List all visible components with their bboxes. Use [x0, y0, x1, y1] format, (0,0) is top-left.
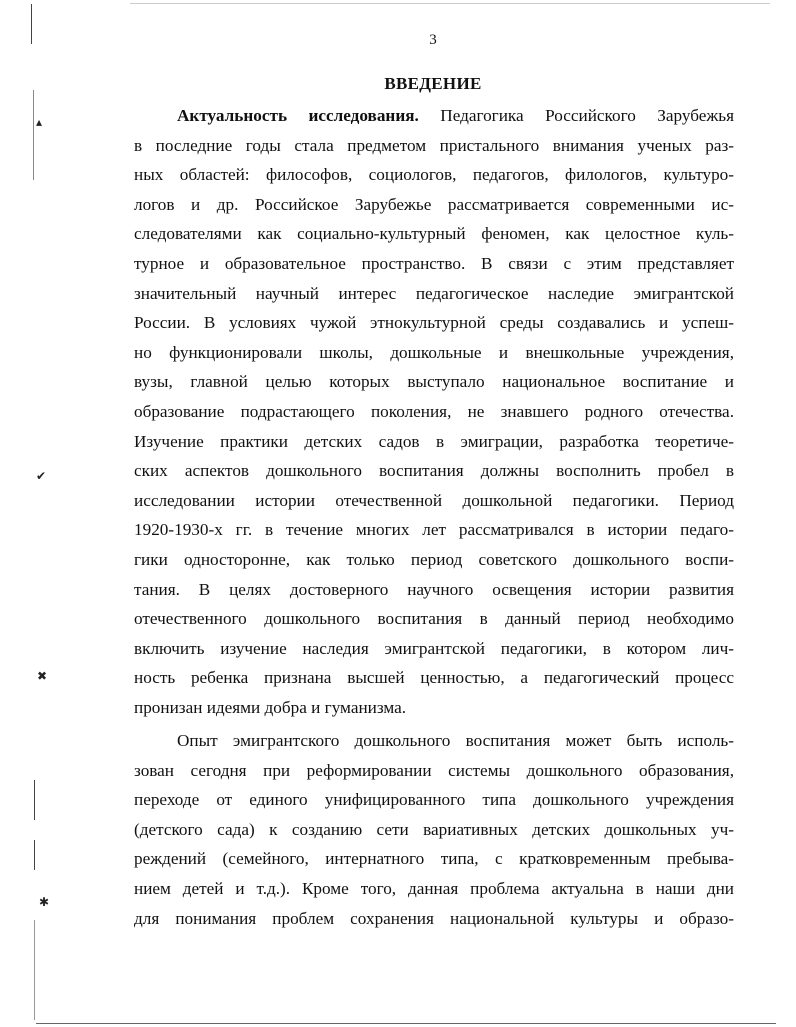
binding-mark-4: ✱ — [39, 895, 50, 909]
binding-mark-2: ✔ — [36, 469, 47, 483]
paragraph-line: России. В условиях чужой этнокультурной среды создавались и успеш- — [134, 313, 734, 333]
paragraph-line: Опыт эмигрантского дошкольного воспитания может быть исполь- — [177, 731, 734, 750]
paragraph-line: зован сегодня при реформировании системы дошкольного образования, — [134, 760, 734, 780]
paragraph-lead: Актуальность исследования. — [177, 106, 419, 125]
scan-left-edge-mid — [33, 90, 34, 180]
section-heading: ВВЕДЕНИЕ — [384, 74, 482, 93]
paragraph-line: в последние годы стала предметом пристального внимания ученых раз- — [134, 135, 734, 155]
paragraph-line: для понимания проблем сохранения национальной культуры и образо- — [134, 908, 734, 928]
paragraph-line: логов и др. Российское Зарубежье рассматривается современными ис- — [134, 194, 734, 214]
paragraph-line: значительный научный интерес педагогическое наследие эмигрантской — [134, 283, 734, 303]
paragraph-line: образование подрастающего поколения, не знавшего родного отечества. — [134, 401, 734, 421]
paragraph-2 — [134, 726, 734, 933]
paragraph-line: вузы, главной целью которых выступало национальное воспитание и — [134, 372, 734, 392]
paragraph-line: нием детей и т.д.). Кроме того, данная проблема актуальна в наши дни — [134, 878, 734, 898]
scan-left-edge-low2 — [34, 840, 35, 870]
paragraph-line: ных областей: философов, социологов, педагогов, филологов, культуро- — [134, 165, 734, 185]
paragraph-line: (детского сада) к созданию сети вариативных детских дошкольных уч- — [134, 819, 734, 839]
scan-left-edge-bottom — [34, 920, 35, 1020]
binding-mark-3: ✖ — [37, 669, 48, 683]
paragraph-line: турное и образовательное пространство. В связи с этим представляет — [134, 253, 734, 273]
scan-top-edge — [130, 3, 770, 4]
paragraph-line: Изучение практики детских садов в эмиграции, разработка теоретиче- — [134, 431, 734, 451]
paragraph-line: но функционировали школы, дошкольные и внешкольные учреждения, — [134, 342, 734, 362]
paragraph-line: тания. В целях достоверного научного освещения истории развития — [134, 579, 734, 599]
paragraph-line: ность ребенка признана высшей ценностью, а педагогический процесс — [134, 668, 734, 688]
paragraph-line: исследовании истории отечественной дошкольной педагогики. Период — [134, 490, 734, 510]
paragraph-line: реждений (семейного, интернатного типа, с кратковременным пребыва- — [134, 849, 734, 869]
page-number: 3 — [429, 32, 437, 48]
scan-left-edge-low — [34, 780, 35, 820]
paragraph-line: Актуальность исследования. Педагогика Российского Зарубежья — [177, 106, 734, 125]
paragraph-line: пронизан идеями добра и гуманизма. — [134, 697, 407, 717]
paragraph-line: ских аспектов дошкольного воспитания должны восполнить пробел в — [134, 461, 734, 481]
paragraph-line: включить изучение наследия эмигрантской педагогики, в котором лич- — [134, 638, 734, 658]
scan-bottom-edge — [36, 1023, 776, 1024]
paragraph-line: отечественного дошкольного воспитания в данный период необходимо — [134, 609, 734, 629]
paragraph-line: переходе от единого унифицированного типа дошкольного учреждения — [134, 790, 734, 810]
paragraph-line: следователями как социально-культурный феномен, как целостное куль- — [134, 224, 734, 244]
paragraph-line: 1920-1930-х гг. в течение многих лет рассматривался в истории педаго- — [134, 520, 734, 540]
paragraph-line: гики односторонне, как только период советского дошкольного воспи- — [134, 549, 734, 569]
binding-mark-1: ▴ — [36, 115, 43, 129]
paragraph-1 — [134, 101, 734, 722]
